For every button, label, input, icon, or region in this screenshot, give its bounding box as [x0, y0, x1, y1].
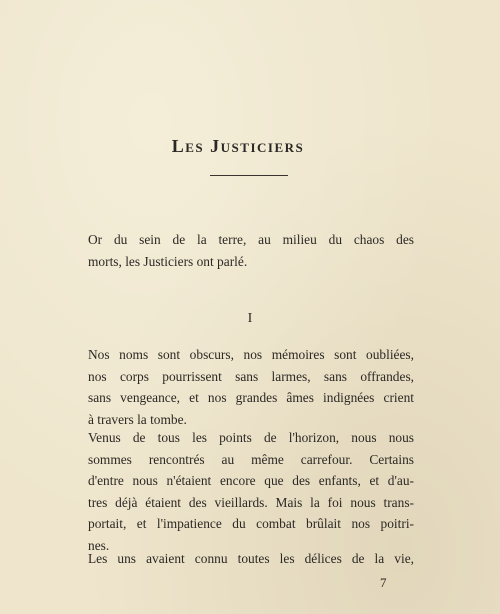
paragraph-line: Les uns avaient connu toutes les délices de la vie, — [88, 551, 414, 566]
paragraph-line: d'entre nous n'étaient encore que des enfants, et d'au- — [88, 473, 414, 488]
paragraph-line: Nos noms sont obscurs, nos mémoires sont oubliées, — [88, 347, 414, 362]
paragraph-line: Venus de tous les points de l'horizon, nous nous — [88, 430, 414, 445]
paragraph-3 — [88, 548, 414, 570]
paragraph-line: tres déjà étaient des vieillards. Mais la foi nous trans- — [88, 494, 414, 510]
title-rule — [210, 175, 288, 176]
paragraph-1 — [88, 344, 414, 430]
paragraph-line: sans vengeance, et nos grandes âmes indignées crient — [88, 390, 414, 405]
paragraph-line: portait, et l'impatience du combat brûlait nos poitri- — [88, 516, 414, 531]
paragraph-2 — [88, 427, 414, 556]
intro-paragraph — [88, 229, 414, 272]
chapter-title: Les Justiciers — [171, 136, 305, 156]
paragraph-line: nos corps pourrissent sans larmes, sans offrandes, — [88, 368, 414, 384]
paragraph-line: à travers la tombe. — [88, 411, 187, 427]
intro-line: morts, les Justiciers ont parlé. — [88, 253, 248, 269]
paragraph-line: nes. — [88, 537, 110, 553]
section-number: I — [247, 311, 253, 326]
page-number: 7 — [380, 575, 387, 590]
paragraph-line: sommes rencontrés au même carrefour. Certains — [88, 451, 414, 467]
intro-line: Or du sein de la terre, au milieu du chaos des — [88, 232, 414, 247]
